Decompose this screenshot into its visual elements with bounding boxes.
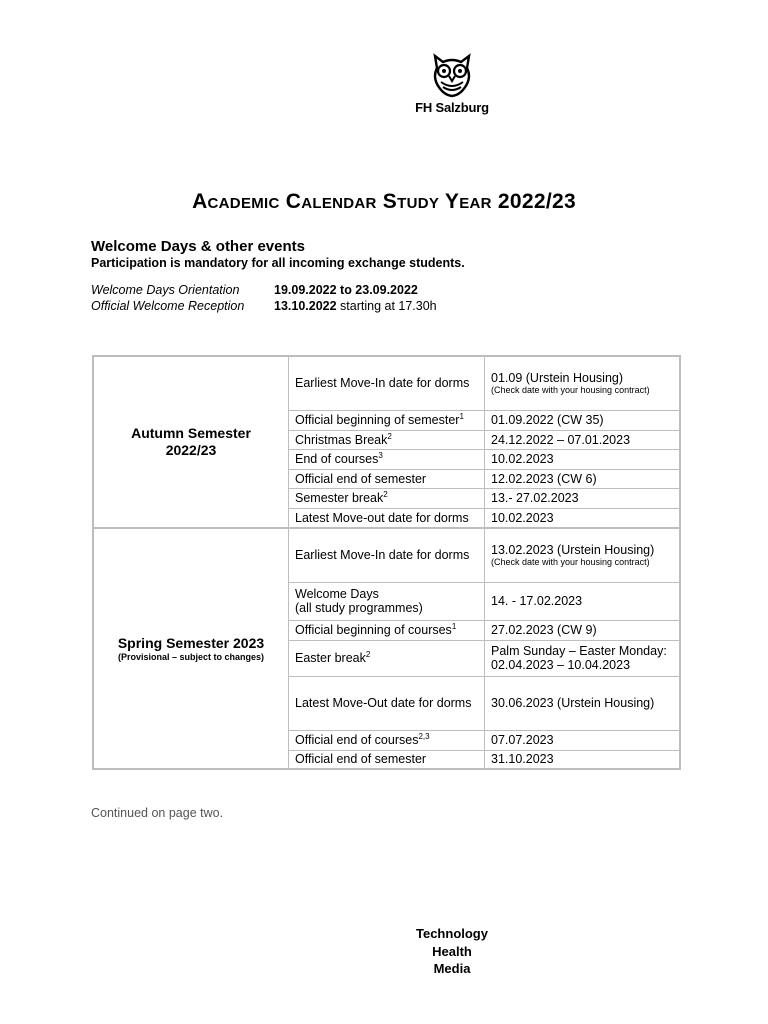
footer-line: Technology	[416, 926, 488, 941]
event-cell: Official end of semester	[289, 469, 485, 488]
event-value: 19.09.2022 to 23.09.2022	[274, 283, 418, 297]
welcome-heading: Welcome Days & other events	[91, 238, 305, 255]
footer-line: Health	[432, 943, 472, 959]
calendar-table	[92, 355, 681, 770]
date-note: (Check date with your housing contract)	[491, 384, 650, 395]
event-cell: Semester break$^2$	[289, 488, 485, 508]
date-cell: 10.02.2023	[485, 449, 681, 469]
event-cell: End of courses$^3$	[289, 449, 485, 469]
date-cell: 14. - 17.02.2023	[485, 582, 681, 620]
event-cell: Official beginning of semester$^1$	[289, 410, 485, 430]
date-cell: 13.02.2023 (Urstein Housing) (Check date with your housing contract)	[485, 528, 681, 582]
event-cell: Official end of semester	[289, 750, 485, 769]
date-note: (Check date with your housing contract)	[491, 556, 650, 567]
event-cell: Latest Move-out date for dorms	[289, 508, 485, 528]
footer	[400, 925, 504, 978]
autumn-semester-year: 2022/23	[165, 442, 217, 458]
date-cell: Palm Sunday – Easter Monday: 02.04.2023 – 10.04.2023	[485, 640, 681, 676]
footer-line: Media	[433, 961, 471, 976]
logo-text: FH Salzburg	[415, 100, 489, 115]
event-row	[91, 283, 418, 297]
date-cell: 10.02.2023	[485, 508, 681, 528]
welcome-subheading: Participation is mandatory for all incoming exchange students.	[91, 256, 465, 270]
date-cell: 24.12.2022 – 07.01.2023	[485, 430, 681, 449]
date-cell: 01.09 (Urstein Housing) (Check date with your housing contract)	[485, 356, 681, 410]
owl-icon	[427, 50, 477, 98]
event-label: Official Welcome Reception	[91, 299, 245, 313]
spring-semester-subtitle: (Provisional – subject to changes)	[117, 652, 265, 662]
table-row	[93, 356, 680, 410]
event-cell: Earliest Move-In date for dorms	[289, 356, 485, 410]
autumn-semester-cell	[93, 356, 289, 528]
spring-semester-title: Spring Semester 2023	[117, 635, 265, 651]
event-value: 13.10.2022 starting at 17.30h	[274, 299, 437, 313]
date-cell: 12.02.2023 (CW 6)	[485, 469, 681, 488]
fh-salzburg-logo	[408, 50, 496, 115]
event-cell: Latest Move-Out date for dorms	[289, 676, 485, 730]
date-cell: 13.- 27.02.2023	[485, 488, 681, 508]
event-row	[91, 299, 437, 313]
date-cell: 30.06.2023 (Urstein Housing)	[485, 676, 681, 730]
autumn-semester-title: Autumn Semester	[131, 425, 251, 441]
event-cell: Welcome Days (all study programmes)	[289, 582, 485, 620]
table-row	[93, 528, 680, 582]
page-title: Academic Calendar Study Year 2022/23	[192, 190, 576, 213]
date-cell: 31.10.2023	[485, 750, 681, 769]
event-cell: Christmas Break$^2$	[289, 430, 485, 449]
event-cell: Easter break$^2$	[289, 640, 485, 676]
date-cell: 01.09.2022 (CW 35)	[485, 410, 681, 430]
spring-semester-cell	[93, 528, 289, 769]
event-cell: Earliest Move-In date for dorms	[289, 528, 485, 582]
event-cell: Official end of courses$^{2,3}$	[289, 730, 485, 750]
date-cell: 27.02.2023 (CW 9)	[485, 620, 681, 640]
continued-note: Continued on page two.	[91, 806, 224, 820]
event-label: Welcome Days Orientation	[91, 283, 240, 297]
event-cell: Official beginning of courses$^1$	[289, 620, 485, 640]
date-cell: 07.07.2023	[485, 730, 681, 750]
